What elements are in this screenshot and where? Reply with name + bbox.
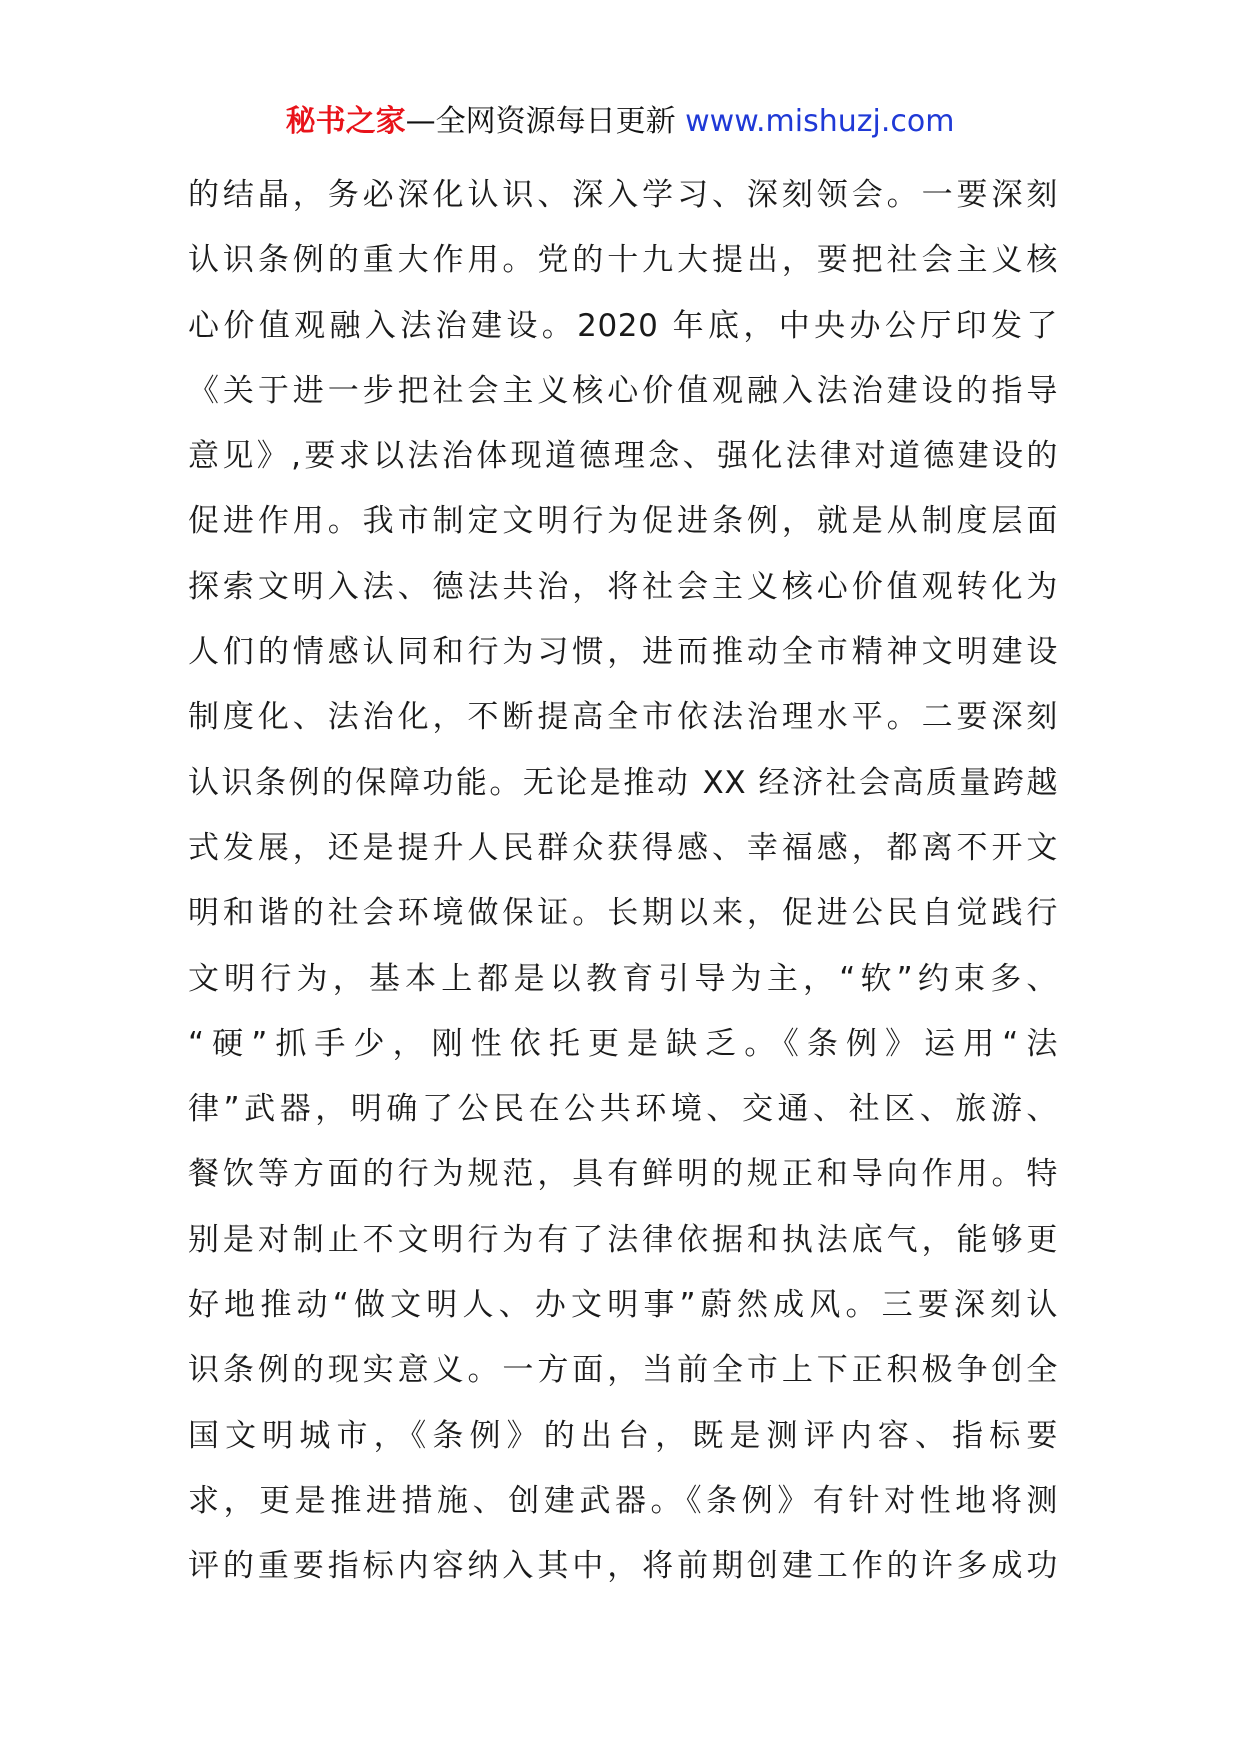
text-line: 律”武器，明确了公民在公共环境、交通、社区、旅游、 <box>188 1091 1058 1128</box>
text-line: 的结晶，务必深化认识、深入学习、深刻领会。一要深刻 <box>188 177 1058 213</box>
text-line: 探索文明入法、德法共治，将社会主义核心价值观转化为 <box>188 568 1058 605</box>
site-brand: 秘书之家 <box>285 104 406 139</box>
text-line: 别是对制止不文明行为有了法律依据和执法底气，能够更 <box>188 1221 1058 1258</box>
site-url-link[interactable]: www.mishuzj.com <box>685 104 955 139</box>
text-line: “硬”抓手少，刚性依托更是缺乏。《条例》运用“法 <box>188 1025 1058 1062</box>
text-line: 识条例的现实意义。一方面，当前全市上下正积极争创全 <box>188 1352 1058 1389</box>
text-line: 评的重要指标内容纳入其中，将前期创建工作的许多成功 <box>188 1548 1058 1585</box>
text-line: 求，更是推进措施、创建武器。《条例》有针对性地将测 <box>188 1482 1058 1519</box>
site-tagline: —全网资源每日更新 <box>405 104 676 139</box>
text-line: 《关于进一步把社会主义核心价值观融入法治建设的指导 <box>188 372 1058 409</box>
text-line: 餐饮等方面的行为规范，具有鲜明的规正和导向作用。特 <box>188 1156 1058 1193</box>
text-line: 人们的情感认同和行为习惯，进而推动全市精神文明建设 <box>188 634 1058 671</box>
text-line: 好地推动“做文明人、办文明事”蔚然成风。三要深刻认 <box>188 1287 1058 1324</box>
text-line: 心价值观融入法治建设。2020 年底，中央办公厅印发了 <box>188 307 1058 344</box>
text-line: 制度化、法治化，不断提高全市依法治理水平。二要深刻 <box>188 699 1058 736</box>
text-line: 认识条例的重大作用。党的十九大提出，要把社会主义核 <box>188 242 1058 279</box>
text-line: 式发展，还是提升人民群众获得感、幸福感，都离不开文 <box>188 829 1058 866</box>
text-line: 文明行为，基本上都是以教育引导为主，“软”约束多、 <box>188 960 1058 997</box>
text-line: 促进作用。我市制定文明行为促进条例，就是从制度层面 <box>188 503 1058 540</box>
text-line: 意见》,要求以法治体现道德理念、强化法律对道德建设的 <box>188 438 1058 475</box>
site-header <box>0 102 1240 142</box>
document-body <box>188 163 1058 1600</box>
text-line: 明和谐的社会环境做保证。长期以来，促进公民自觉践行 <box>188 895 1058 932</box>
text-line: 国文明城市，《条例》的出台，既是测评内容、指标要 <box>188 1417 1058 1454</box>
text-line: 认识条例的保障功能。无论是推动 XX 经济社会高质量跨越 <box>188 764 1058 801</box>
